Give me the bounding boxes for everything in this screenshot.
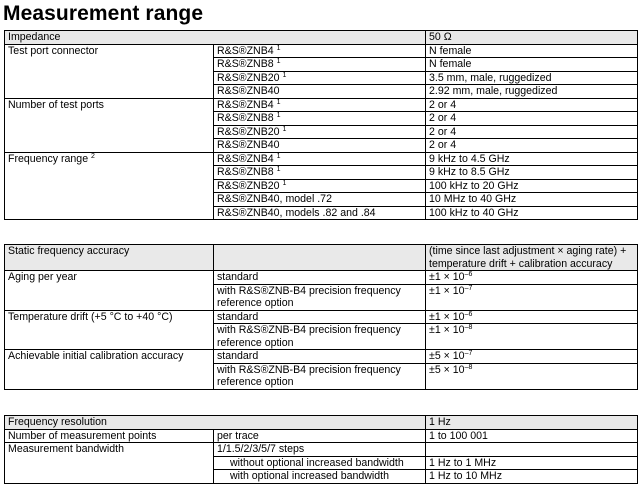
- frequency-range-label: [5, 152, 214, 166]
- number-of-test-ports-model-text: R&S®ZNB4: [217, 98, 274, 111]
- table-row: [5, 271, 638, 285]
- table-row: [5, 324, 638, 350]
- aging-condition: [214, 271, 426, 285]
- table-row: [5, 310, 638, 324]
- aging-value-text: ±1 × 10: [429, 284, 465, 297]
- frequency-resolution-label: Frequency resolution: [5, 416, 426, 430]
- number-of-test-ports-model-text: R&S®ZNB8: [217, 112, 274, 124]
- number-of-test-ports-label-cont: [5, 139, 214, 153]
- test-port-connector-value-text: N female: [429, 44, 472, 57]
- table-row: [5, 85, 638, 99]
- frequency-range-label-cont: [5, 193, 214, 207]
- test-port-connector-label-cont: [5, 85, 214, 99]
- temperature-drift-label: [5, 310, 214, 324]
- number-of-test-ports-model-text: R&S®ZNB40: [217, 139, 280, 151]
- temperature-drift-value-text: ±1 × 10: [429, 324, 465, 336]
- number-of-test-ports-footnote: 1: [276, 112, 281, 119]
- test-port-connector-value: [426, 58, 638, 72]
- frequency-resolution-value: 1 Hz: [426, 416, 638, 430]
- impedance-value: 50 Ω: [426, 31, 638, 45]
- bandwidth-label-cont: [5, 456, 214, 470]
- number-of-test-ports-label-cont: [5, 125, 214, 139]
- bandwidth-value: 1 Hz to 1 MHz: [426, 456, 638, 470]
- aging-condition-text: standard: [217, 271, 259, 283]
- number-of-test-ports-value: [426, 98, 638, 112]
- page-title: Measurement range: [3, 2, 204, 25]
- test-port-connector-label-text: Test port connector: [8, 44, 99, 57]
- aging-label-cont: [5, 284, 214, 310]
- test-port-connector-footnote: 1: [276, 44, 281, 52]
- frequency-range-model-text: R&S®ZNB20: [217, 179, 280, 192]
- temperature-drift-condition: [214, 310, 426, 324]
- temperature-drift-label-cont: [5, 324, 214, 350]
- frequency-range-model: [214, 166, 426, 180]
- frequency-range-model-text: R&S®ZNB4: [217, 152, 274, 165]
- table-row: [5, 166, 638, 180]
- test-port-connector-model-text: R&S®ZNB40: [217, 85, 280, 97]
- calibration-accuracy-value-text: ±5 × 10: [429, 350, 465, 362]
- calibration-accuracy-label-cont: [5, 363, 214, 389]
- aging-label: [5, 271, 214, 285]
- test-port-connector-model-text: R&S®ZNB4: [217, 44, 274, 57]
- table-row: [5, 193, 638, 207]
- number-of-test-ports-label-text: Number of test ports: [8, 98, 104, 111]
- frequency-range-footnote: 1: [276, 166, 281, 173]
- table-row: [5, 284, 638, 310]
- calibration-accuracy-condition: [214, 363, 426, 389]
- table-row: [5, 112, 638, 126]
- table-row: [5, 139, 638, 153]
- calibration-accuracy-exponent: –7: [464, 350, 473, 357]
- table-row: [5, 125, 638, 139]
- test-port-connector-value: [426, 85, 638, 99]
- frequency-range-value-text: 100 kHz to 40 GHz: [429, 206, 519, 219]
- frequency-range-footnote: 2: [91, 152, 95, 160]
- frequency-range-value-text: 9 kHz to 4.5 GHz: [429, 152, 510, 165]
- test-port-connector-value-text: 3.5 mm, male, ruggedized: [429, 71, 552, 84]
- frequency-range-value: [426, 193, 638, 207]
- test-port-connector-model-text: R&S®ZNB8: [217, 58, 274, 70]
- table-row: [5, 71, 638, 85]
- test-port-connector-value: [426, 44, 638, 58]
- calibration-accuracy-condition-text: standard: [217, 350, 259, 362]
- number-of-test-ports-model: [214, 139, 426, 153]
- bandwidth-value: 1 Hz to 10 MHz: [426, 470, 638, 484]
- number-of-test-ports-model-text: R&S®ZNB20: [217, 125, 280, 138]
- table-row: [5, 245, 638, 271]
- number-of-test-ports-footnote: 1: [282, 125, 287, 133]
- temperature-drift-value-text: ±1 × 10: [429, 310, 465, 323]
- test-port-connector-model: [214, 44, 426, 58]
- test-port-connector-value-text: 2.92 mm, male, ruggedized: [429, 85, 558, 97]
- spec-table-accuracy: [4, 244, 638, 390]
- measurement-points-condition: per trace: [214, 429, 426, 443]
- table-row: [5, 152, 638, 166]
- bandwidth-steps: 1/1.5/2/3/5/7 steps: [214, 443, 426, 457]
- frequency-range-model-text: R&S®ZNB40, model .72: [217, 193, 332, 205]
- test-port-connector-footnote: 1: [282, 71, 287, 79]
- temperature-drift-value: [426, 324, 638, 350]
- test-port-connector-label-cont: [5, 58, 214, 72]
- aging-exponent: –6: [464, 271, 473, 278]
- frequency-range-value-text: 9 kHz to 8.5 GHz: [429, 166, 510, 178]
- table-row: [5, 416, 638, 430]
- frequency-range-label-cont: [5, 179, 214, 193]
- frequency-range-value: [426, 166, 638, 180]
- test-port-connector-label: [5, 44, 214, 58]
- number-of-test-ports-value-text: 2 or 4: [429, 112, 457, 124]
- temperature-drift-exponent: –6: [464, 310, 473, 318]
- test-port-connector-label-cont: [5, 71, 214, 85]
- table-row: [5, 363, 638, 389]
- static-accuracy-label: Static frequency accuracy: [5, 245, 214, 271]
- temperature-drift-condition-text: with R&S®ZNB-B4 precision frequency reference option: [217, 324, 401, 349]
- number-of-test-ports-footnote: 1: [276, 98, 281, 106]
- aging-value: [426, 284, 638, 310]
- calibration-accuracy-value-text: ±5 × 10: [429, 363, 465, 376]
- temperature-drift-label-text: Temperature drift (+5 °C to +40 °C): [8, 310, 173, 323]
- bandwidth-label-cont: [5, 470, 214, 484]
- table-row: [5, 429, 638, 443]
- number-of-test-ports-value-text: 2 or 4: [429, 125, 457, 138]
- table-row: [5, 98, 638, 112]
- bandwidth-condition: with optional increased bandwidth: [214, 470, 426, 484]
- number-of-test-ports-value: [426, 139, 638, 153]
- frequency-range-model: [214, 193, 426, 207]
- test-port-connector-value-text: N female: [429, 58, 472, 70]
- frequency-range-model: [214, 179, 426, 193]
- aging-exponent: –7: [464, 284, 473, 292]
- table-row: [5, 179, 638, 193]
- static-accuracy-value: (time since last adjustment × aging rate) + temperature drift + calibration accuracy: [426, 245, 638, 271]
- table-row: [5, 470, 638, 484]
- measurement-points-value: 1 to 100 001: [426, 429, 638, 443]
- frequency-range-value: [426, 152, 638, 166]
- test-port-connector-model: [214, 58, 426, 72]
- spec-table-ports: [4, 30, 638, 220]
- calibration-accuracy-label: [5, 350, 214, 364]
- test-port-connector-model: [214, 85, 426, 99]
- calibration-accuracy-exponent: –8: [464, 363, 473, 371]
- number-of-test-ports-model: [214, 125, 426, 139]
- frequency-range-value: [426, 206, 638, 220]
- test-port-connector-model: [214, 71, 426, 85]
- bandwidth-steps-empty: [426, 443, 638, 457]
- impedance-label: Impedance: [5, 31, 426, 45]
- table-row: [5, 443, 638, 457]
- static-accuracy-empty: [214, 245, 426, 271]
- calibration-accuracy-label-text: Achievable initial calibration accuracy: [8, 350, 184, 362]
- temperature-drift-exponent: –8: [464, 324, 473, 331]
- calibration-accuracy-value: [426, 363, 638, 389]
- number-of-test-ports-model: [214, 98, 426, 112]
- table1-body: [5, 31, 638, 220]
- test-port-connector-model-text: R&S®ZNB20: [217, 71, 280, 84]
- number-of-test-ports-value-text: 2 or 4: [429, 139, 457, 151]
- number-of-test-ports-label: [5, 98, 214, 112]
- table-row: [5, 58, 638, 72]
- bandwidth-label: Measurement bandwidth: [5, 443, 214, 457]
- calibration-accuracy-condition: [214, 350, 426, 364]
- frequency-range-value-text: 100 kHz to 20 GHz: [429, 179, 519, 192]
- number-of-test-ports-label-cont: [5, 112, 214, 126]
- frequency-range-footnote: 1: [276, 152, 281, 160]
- table-row: [5, 44, 638, 58]
- number-of-test-ports-model: [214, 112, 426, 126]
- frequency-range-label-cont: [5, 206, 214, 220]
- number-of-test-ports-value: [426, 112, 638, 126]
- frequency-range-label-text: Frequency range: [8, 152, 89, 165]
- temperature-drift-condition-text: standard: [217, 310, 259, 323]
- table-row: [5, 31, 638, 45]
- table-row: [5, 350, 638, 364]
- aging-condition: [214, 284, 426, 310]
- table3-body: [5, 416, 638, 484]
- frequency-range-model-text: R&S®ZNB8: [217, 166, 274, 178]
- frequency-range-model: [214, 152, 426, 166]
- frequency-range-value-text: 10 MHz to 40 GHz: [429, 193, 517, 205]
- table-row: [5, 456, 638, 470]
- spec-table-resolution: [4, 415, 638, 484]
- frequency-range-value: [426, 179, 638, 193]
- frequency-range-footnote: 1: [282, 179, 287, 187]
- frequency-range-label-cont: [5, 166, 214, 180]
- aging-condition-text: with R&S®ZNB-B4 precision frequency reference option: [217, 284, 401, 309]
- calibration-accuracy-condition-text: with R&S®ZNB-B4 precision frequency reference option: [217, 363, 401, 388]
- calibration-accuracy-value: [426, 350, 638, 364]
- bandwidth-condition: without optional increased bandwidth: [214, 456, 426, 470]
- number-of-test-ports-value-text: 2 or 4: [429, 98, 457, 111]
- test-port-connector-value: [426, 71, 638, 85]
- table2-body: [5, 245, 638, 390]
- frequency-range-model-text: R&S®ZNB40, models .82 and .84: [217, 206, 376, 219]
- number-of-test-ports-value: [426, 125, 638, 139]
- frequency-range-model: [214, 206, 426, 220]
- aging-value-text: ±1 × 10: [429, 271, 465, 283]
- temperature-drift-value: [426, 310, 638, 324]
- aging-label-text: Aging per year: [8, 271, 77, 283]
- measurement-points-label: Number of measurement points: [5, 429, 214, 443]
- test-port-connector-footnote: 1: [276, 58, 281, 65]
- aging-value: [426, 271, 638, 285]
- temperature-drift-condition: [214, 324, 426, 350]
- table-row: [5, 206, 638, 220]
